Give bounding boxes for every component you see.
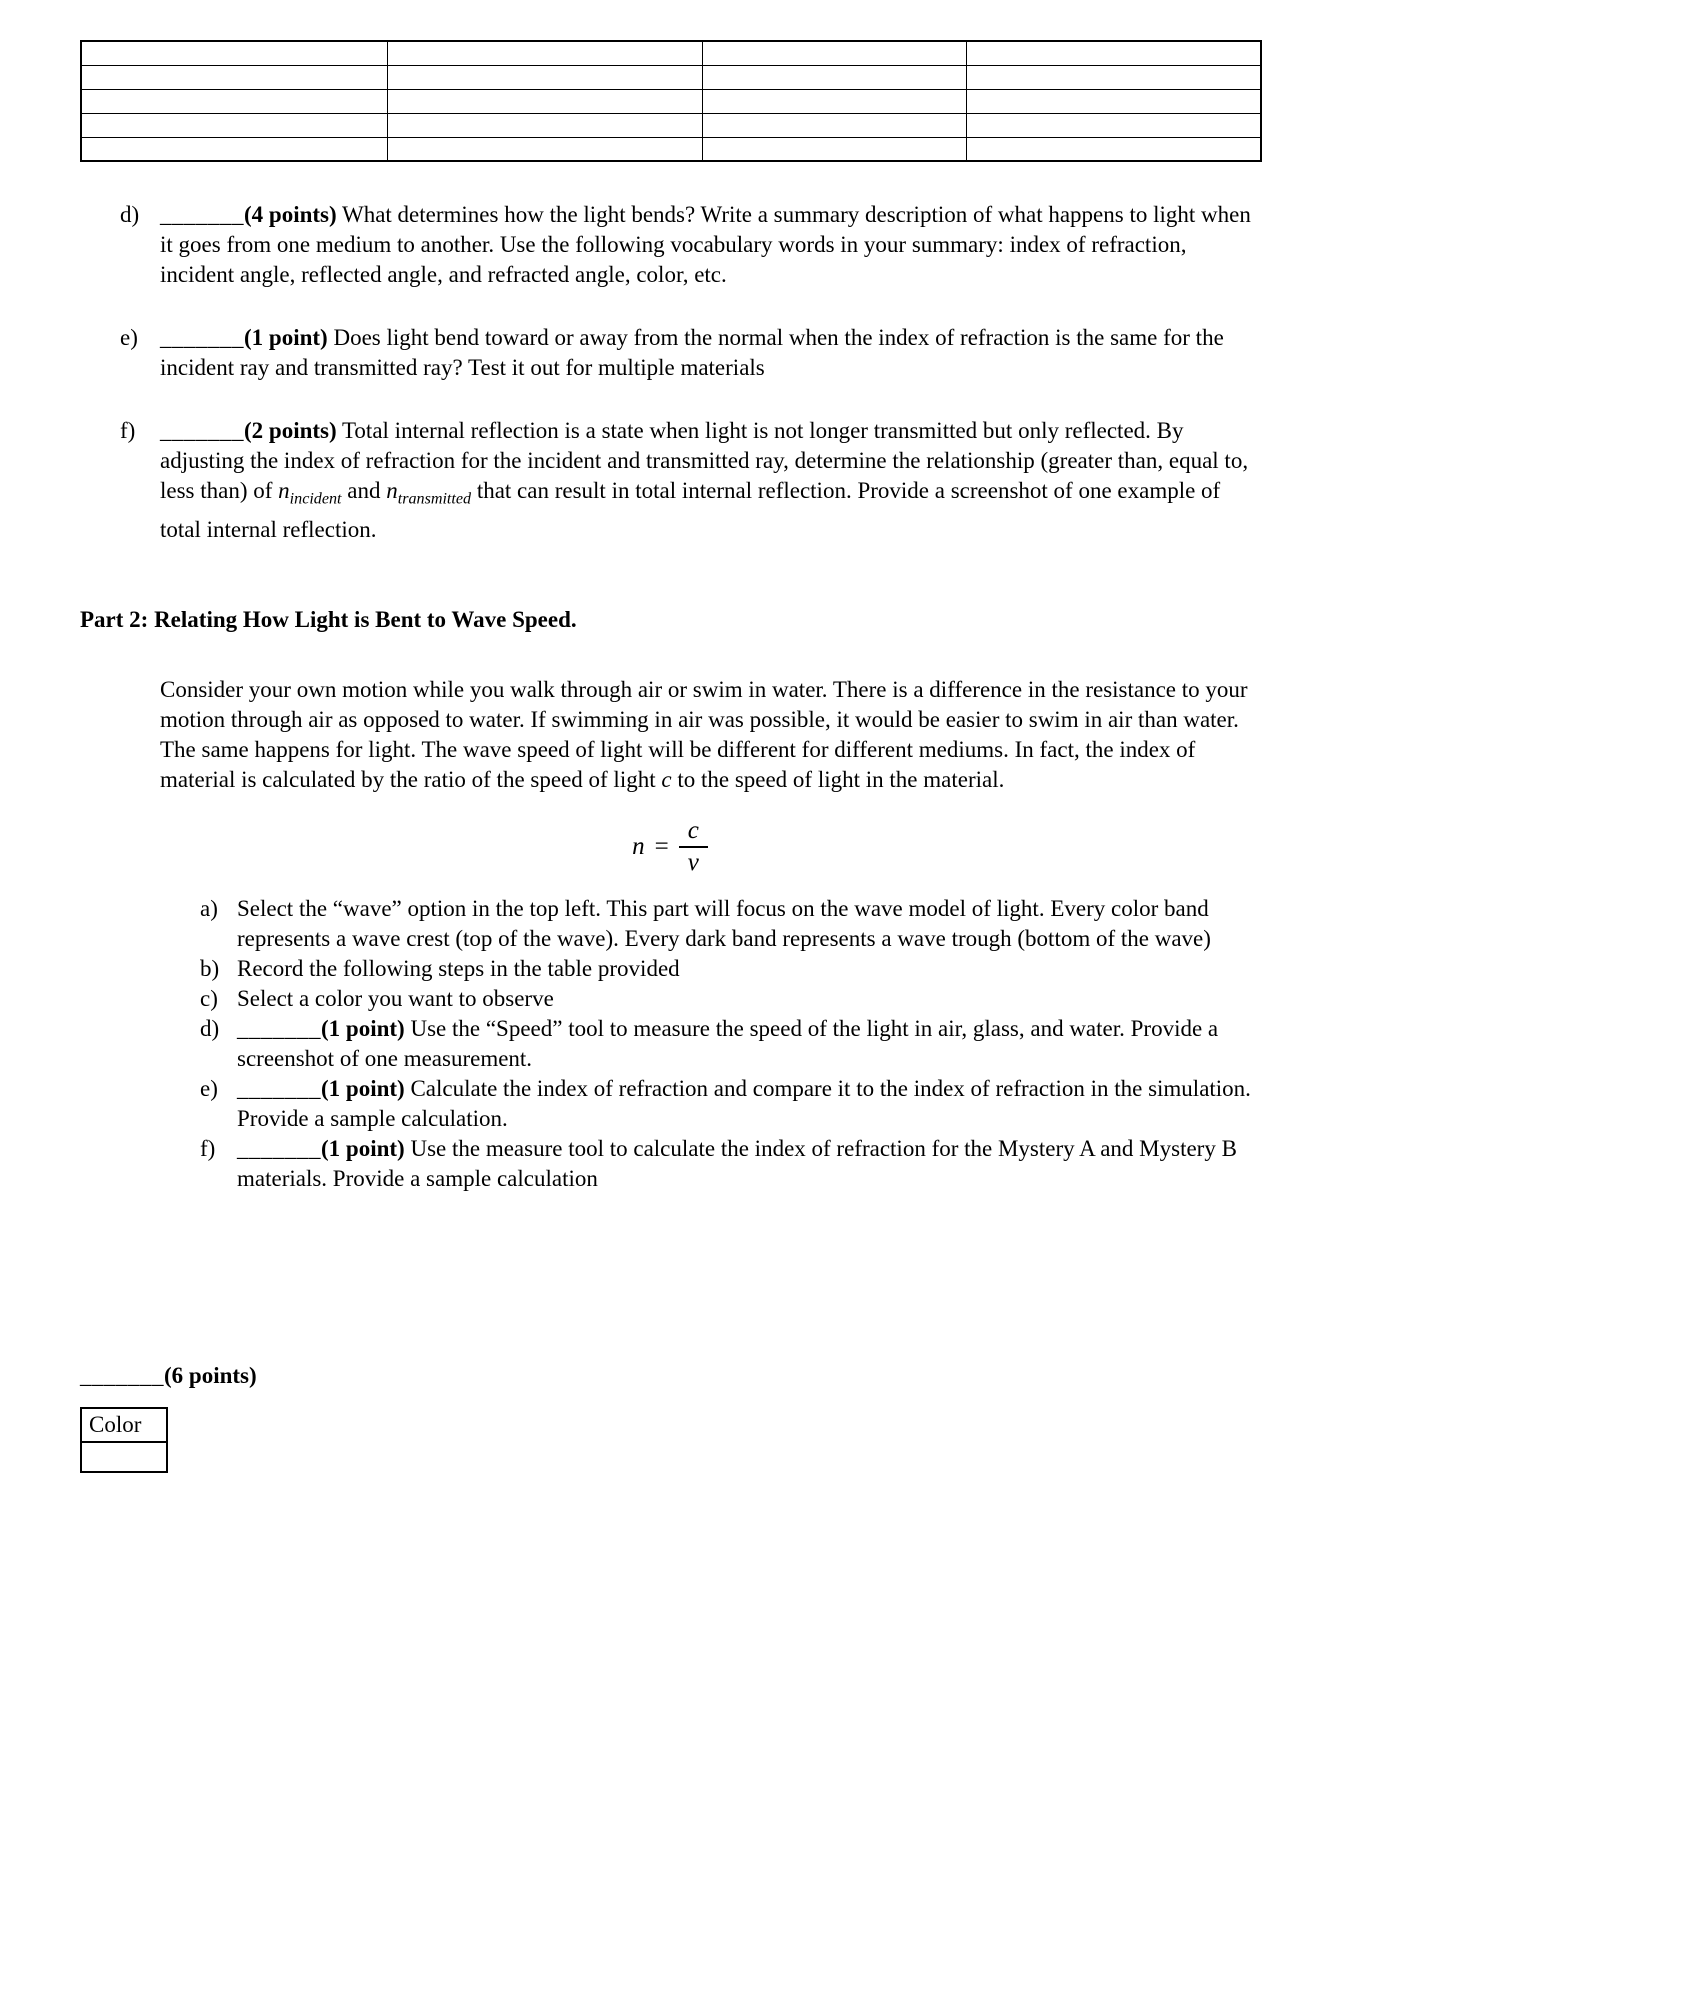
answer-blank: _______ — [237, 1016, 321, 1042]
question-part1-f — [120, 416, 1265, 545]
item-body: Record the following steps in the table provided — [237, 956, 680, 982]
points-label: (1 point) — [321, 1016, 405, 1042]
question-label: f) — [120, 418, 136, 443]
table-cell — [81, 41, 387, 65]
table-cell — [702, 65, 966, 89]
intro-text: to the speed of light in the material. — [671, 766, 1005, 792]
intro-text: Consider your own motion while you walk through air or swim in water. There is a difference in the resistance to your motion through air as opposed to water. If swimming in air was possible, it would be easier to swim in air than water. The same happens for light. The wave speed of light will be different for different mediums. In fact, the index of material is calculated by the ratio of the speed of light — [160, 676, 1248, 792]
item-label: a) — [200, 896, 218, 922]
question-body: Does light bend toward or away from the normal when the index of refraction is the same for the incident ray and transmitted ray? Test it out for multiple materials — [160, 325, 1224, 380]
part2-heading: Part 2: Relating How Light is Bent to Wave Speed. — [80, 606, 577, 632]
formula-lhs: n — [632, 833, 645, 861]
item-body: Select the “wave” option in the top left. This part will focus on the wave model of light. Every color band represents a wave crest (top of the wave). Every dark band represents a wave trough (bottom of the wave) — [237, 896, 1211, 952]
question-part1-d — [120, 200, 1265, 290]
footer-points-line — [80, 1361, 1689, 1391]
question-body: and — [341, 478, 387, 503]
part2-list — [0, 894, 1689, 1194]
item-body: Use the “Speed” tool to measure the speed of the light in air, glass, and water. Provide a screenshot of one measurement. — [237, 1016, 1219, 1072]
color-table — [80, 1407, 168, 1473]
answer-blank: _______ — [80, 1363, 164, 1389]
color-value-cell — [81, 1442, 167, 1472]
table-cell — [702, 113, 966, 137]
item-text — [237, 1134, 1280, 1194]
points-label: (4 points) — [244, 202, 337, 227]
part2-item-d — [200, 1014, 1280, 1074]
data-table — [80, 40, 1262, 162]
fraction-numerator: c — [679, 817, 708, 849]
table-row — [81, 65, 1261, 89]
points-label: (2 points) — [244, 418, 337, 443]
question-body: Total internal reflection is a state when light is not longer transmitted but only reflected. By adjusting the index of refraction for the incident and transmitted ray, determine the relationship (greater than, equal to, less than) of — [160, 418, 1249, 503]
table-cell — [387, 41, 702, 65]
table-cell — [81, 89, 387, 113]
table-cell — [702, 137, 966, 161]
question-text — [160, 323, 1265, 383]
table-cell — [966, 113, 1261, 137]
answer-blank: _______ — [160, 418, 244, 443]
table-cell — [81, 65, 387, 89]
answer-blank: _______ — [160, 325, 244, 350]
table-cell — [966, 41, 1261, 65]
question-part1-e — [120, 323, 1265, 383]
table-cell — [966, 137, 1261, 161]
table-cell — [966, 89, 1261, 113]
variable-c: c — [661, 766, 672, 792]
points-label: (6 points) — [164, 1363, 257, 1389]
formula-n-equals-c-over-v — [80, 817, 1260, 879]
part2-item-e — [200, 1074, 1280, 1134]
item-label: d) — [200, 1016, 220, 1042]
points-label: (1 point) — [321, 1136, 405, 1162]
item-body: Select a color you want to observe — [237, 986, 554, 1012]
question-body: What determines how the light bends? Write a summary description of what happens to light when it goes from one medium to another. Use the following vocabulary words in your summary: index of refraction, incident angle, reflected angle, and refracted angle, color, etc. — [160, 202, 1251, 287]
equals-sign: = — [654, 833, 669, 861]
table-cell — [387, 137, 702, 161]
table-row — [81, 137, 1261, 161]
item-text — [237, 984, 1280, 1014]
item-label: f) — [200, 1136, 216, 1162]
table-cell — [966, 65, 1261, 89]
part2-intro-paragraph — [160, 675, 1265, 795]
question-text — [160, 416, 1265, 545]
table-cell — [387, 113, 702, 137]
table-cell — [387, 89, 702, 113]
question-label: d) — [120, 202, 140, 227]
table-cell — [81, 113, 387, 137]
part2-item-c — [200, 984, 1280, 1014]
item-body: Calculate the index of refraction and compare it to the index of refraction in the simulation. Provide a sample calculation. — [237, 1076, 1251, 1132]
table-cell — [702, 41, 966, 65]
fraction-denominator: v — [687, 849, 699, 877]
table-cell — [387, 65, 702, 89]
question-label: e) — [120, 325, 138, 350]
table-cell — [702, 89, 966, 113]
formula — [632, 817, 708, 879]
answer-blank: _______ — [237, 1076, 321, 1102]
fraction — [679, 817, 708, 879]
table-row — [81, 41, 1261, 65]
item-label: b) — [200, 956, 220, 982]
part2-item-f — [200, 1134, 1280, 1194]
part2-item-b — [200, 954, 1280, 984]
subscript-incident: incident — [289, 490, 342, 508]
item-body: Use the measure tool to calculate the index of refraction for the Mystery A and Mystery B materials. Provide a sample calculation — [237, 1136, 1237, 1192]
variable-n-incident: n — [278, 478, 290, 503]
item-label: e) — [200, 1076, 218, 1102]
table-row — [81, 113, 1261, 137]
item-label: c) — [200, 986, 218, 1012]
table-row — [81, 1408, 167, 1442]
question-body: that can result in total internal reflection. Provide a screenshot of one example of total internal reflection. — [160, 478, 1221, 542]
item-text — [237, 954, 1280, 984]
subscript-transmitted: transmitted — [397, 490, 472, 508]
color-header-cell: Color — [81, 1408, 167, 1442]
variable-n-transmitted: n — [386, 478, 398, 503]
table-cell — [81, 137, 387, 161]
item-text — [237, 1074, 1280, 1134]
points-label: (1 point) — [321, 1076, 405, 1102]
item-text — [237, 894, 1280, 954]
answer-blank: _______ — [237, 1136, 321, 1162]
answer-blank: _______ — [160, 202, 244, 227]
table-row — [81, 1442, 167, 1472]
table-row — [81, 89, 1261, 113]
question-text — [160, 200, 1265, 290]
points-label: (1 point) — [244, 325, 328, 350]
item-text — [237, 1014, 1280, 1074]
part2-item-a — [200, 894, 1280, 954]
